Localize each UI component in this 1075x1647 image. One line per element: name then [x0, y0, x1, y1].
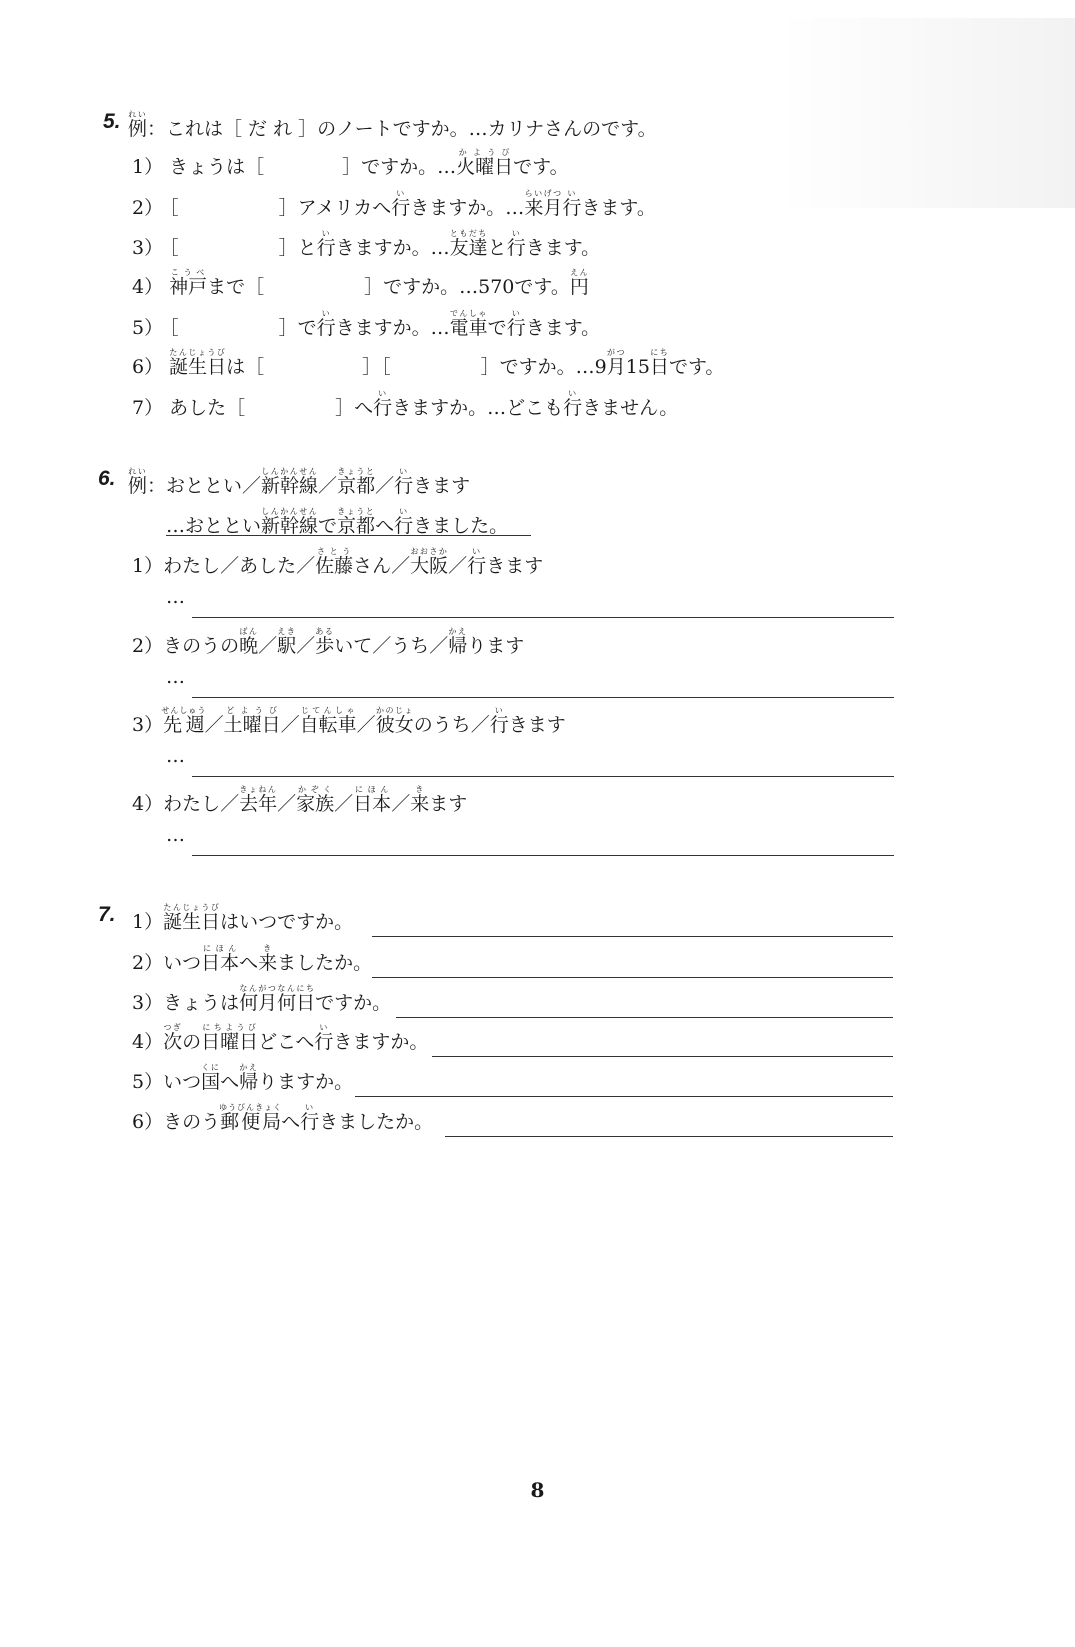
answer-line[interactable]: [445, 1136, 893, 1137]
section-7-number: 7.: [98, 903, 116, 926]
section-6-item: 2）きのうの晩ばん／駅えき／歩あるいて／うち／帰かえります: [132, 627, 525, 657]
section-5-item: 5） ［ ］で行いきますか。…電車でんしゃで行いきます。: [132, 309, 601, 339]
answer-prefix: …: [166, 666, 185, 688]
answer-prefix: …: [166, 824, 185, 846]
section-7-item: 5）いつ国くにへ帰かえりますか。: [132, 1063, 354, 1093]
answer-line[interactable]: [192, 855, 894, 856]
answer-prefix: …: [166, 586, 185, 608]
section-7-item: 3）きょうは何月何日なんがつなんにちですか。: [132, 984, 392, 1014]
section-7-item: 1）誕生日たんじょうびはいつですか。: [132, 903, 354, 933]
section-7-item: 4）次つぎの日曜日にちようびどこへ行いきますか。: [132, 1023, 429, 1053]
section-5-item: 1） きょうは［ ］ですか。…火曜日かようびです。: [132, 148, 569, 178]
section-5-item: 3） ［ ］と行いきますか。…友達ともだちと行いきます。: [132, 229, 601, 259]
section-6-number: 6.: [98, 467, 116, 490]
section-5-item: 7） あした［ ］へ行いきますか。…どこも行いきません。: [132, 389, 679, 419]
answer-line[interactable]: [396, 1017, 893, 1018]
answer-line[interactable]: [192, 617, 894, 618]
answer-line[interactable]: [355, 1096, 893, 1097]
answer-line[interactable]: [372, 936, 893, 937]
section-5-number: 5.: [103, 110, 121, 133]
answer-line[interactable]: [372, 977, 893, 978]
section-7-item: 6）きのう郵便局ゆうびんきょくへ行いきましたか。: [132, 1103, 434, 1133]
answer-line[interactable]: [192, 776, 894, 777]
section-5-item: 4） 神戸こうべまで［ ］ですか。…570です。円えん: [132, 268, 589, 298]
section-7-item: 2）いつ日本にほんへ来きましたか。: [132, 944, 373, 974]
answer-prefix: …: [166, 745, 185, 767]
section-5-example: 例れい：これは［ だ れ ］のノートですか。…カリナさんのです。: [128, 110, 657, 140]
section-6-item: 1）わたし／あした／佐藤さとうさん／大阪おおさか／行いきます: [132, 547, 544, 577]
section-6-item: 4）わたし／去年きょねん／家族かぞく／日本にほん／来きます: [132, 785, 468, 815]
scan-shadow: [775, 18, 1075, 208]
section-6-item: 3）先週せんしゅう／土曜日どようび／自転車じてんしゃ／彼女かのじょのうち／行いきます: [132, 706, 566, 736]
example-label: 例れい: [128, 110, 148, 140]
example-underline: [166, 535, 531, 536]
answer-line[interactable]: [192, 697, 894, 698]
section-6-example-prompt: 例れい：おととい／新幹線しんかんせん／京都きょうと／行いきます: [128, 467, 471, 497]
answer-line[interactable]: [432, 1056, 893, 1057]
page-number: 8: [530, 1478, 545, 1502]
section-5-item: 6） 誕生日たんじょうびは［ ］［ ］ですか。…9月がつ15日にちです。: [132, 348, 725, 378]
section-6-example-answer: …おととい新幹線しんかんせんで京都きょうとへ行いきました。: [166, 507, 509, 537]
section-5-item: 2） ［ ］アメリカへ行いきますか。…来月らいげつ行いきます。: [132, 189, 656, 219]
